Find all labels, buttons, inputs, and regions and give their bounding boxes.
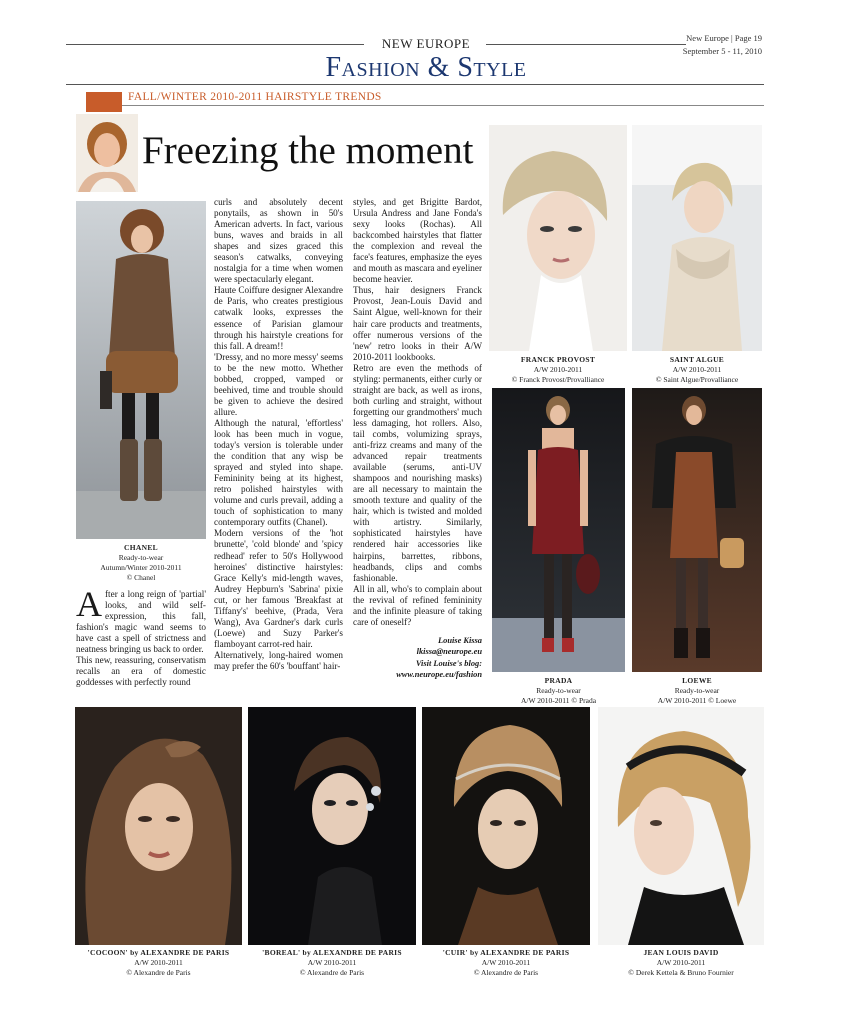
cocoon-photo xyxy=(75,707,242,945)
page-number: New Europe | Page 19 xyxy=(686,33,762,43)
caption-brand: PRADA xyxy=(544,676,573,685)
caption-line: Autumn/Winter 2010-2011 xyxy=(100,563,182,572)
author-email[interactable]: lkissa@neurope.eu xyxy=(416,647,482,657)
issue-date: September 5 - 11, 2010 xyxy=(682,46,762,56)
caption-line: A/W 2010-2011 xyxy=(481,958,531,967)
article-paragraph: Modern versions of the 'hot brunette', 'cold blonde' and 'spicy redhead' refer to 50's Hollywood heroines' distinctive hairstyles: Grace Kelly's mid-length waves, Audrey Hepburn's 'Sabrina' pixie cut, or her famous 'Breakfast at Tiffany's' beehive, (Prada, Vera Wang), Ava Gardner's dark curls (Loewe) and Suzy Parker's flamboyant carrot-red hair. xyxy=(214,528,343,649)
jean-louis-david-caption xyxy=(598,948,764,978)
caption-credit: © Saint Algue/Provalliance xyxy=(655,375,739,384)
caption-brand: LOEWE xyxy=(682,676,712,685)
cuir-caption xyxy=(422,948,590,978)
page-info xyxy=(683,32,762,58)
article-paragraph: Thus, hair designers Franck Provost, Jean-Louis David and Saint Algue, well-known for their hair care products and treatments, offer numerous versions of the 'new' retro looks in their A/W 2010-2011 lookbooks. xyxy=(353,285,482,362)
caption-line: A/W 2010-2011 xyxy=(656,958,706,967)
caption-brand: 'BOREAL' by ALEXANDRE DE PARIS xyxy=(262,948,402,957)
caption-brand: 'CUIR' by ALEXANDRE DE PARIS xyxy=(442,948,570,957)
caption-line: A/W 2010-2011 xyxy=(533,365,583,374)
caption-credit: © Chanel xyxy=(126,573,156,582)
cuir-photo xyxy=(422,707,590,945)
caption-credit: A/W 2010-2011 © Prada xyxy=(520,696,597,705)
chanel-photo xyxy=(76,201,206,539)
caption-credit: A/W 2010-2011 © Loewe xyxy=(657,696,737,705)
caption-line: Ready-to-wear xyxy=(674,686,720,695)
saint-algue-photo xyxy=(632,125,762,351)
drop-cap: A xyxy=(76,584,102,624)
article-column-3 xyxy=(353,197,482,681)
prada-photo xyxy=(492,388,625,672)
article-column-1 xyxy=(76,584,206,688)
jean-louis-david-photo xyxy=(598,707,764,945)
caption-credit: © Franck Provost/Provalliance xyxy=(511,375,605,384)
article-paragraph: styles, and get Brigitte Bardot, Ursula Andress and Jane Fonda's sexy looks (Rochas). All backcombed hairstyles that flatter the complexion and reveal the face's features, emphasize the eyes and mouth as mascara and eyeliner become heavier. xyxy=(353,197,482,285)
chanel-caption xyxy=(76,543,206,583)
article-paragraph: Although the natural, 'effortless' look has been much in vogue, today's version is tolerable under the condition that any wisp be sprayed and styled into shape. Femininity being at its highest, retro polished hairstyles with volume and curls prevail, adding a touch of sophistication to many contemporary outfits (Chanel). xyxy=(214,417,343,528)
boreal-caption xyxy=(248,948,416,978)
caption-line: Ready-to-wear xyxy=(536,686,581,695)
caption-line: A/W 2010-2011 xyxy=(307,958,357,967)
boreal-photo xyxy=(248,707,416,945)
article-paragraph: After a long reign of 'partial' looks, and wild self-expression, this fall, fashion's magic wand seems to have cast a spell of strictness and neatness bringing us back to order. xyxy=(76,584,206,655)
loewe-caption xyxy=(632,676,762,706)
loewe-photo xyxy=(632,388,762,672)
caption-line: A/W 2010-2011 xyxy=(672,365,722,374)
article-paragraph: This new, reassuring, conservatism recalls an era of domestic goddesses with perfectly round xyxy=(76,655,206,688)
article-paragraph: Alternatively, long-haired women may prefer the 60's 'bouffant' hair- xyxy=(214,649,343,671)
author-portrait xyxy=(76,114,138,192)
caption-brand: JEAN LOUIS DAVID xyxy=(643,948,719,957)
caption-credit: © Alexandre de Paris xyxy=(126,968,191,977)
article-paragraph: curls and absolutely decent ponytails, as shown in 50's American adverts. In fact, various buns, waves and braids in all shapes and sizes graced this season's catwalks, conveying nostalgia for a time when women were spectacularly elegant. xyxy=(214,197,343,285)
caption-brand: SAINT ALGUE xyxy=(669,355,725,364)
publication-brand: NEW EUROPE xyxy=(381,36,471,51)
blog-link[interactable]: www.neurope.eu/fashion xyxy=(396,670,482,680)
caption-brand: 'COCOON' by ALEXANDRE DE PARIS xyxy=(87,948,230,957)
caption-line: Ready-to-wear xyxy=(118,553,164,562)
franck-provost-photo xyxy=(489,125,627,351)
section-marker xyxy=(86,92,122,112)
prada-caption xyxy=(492,676,625,706)
article-paragraph: 'Dressy, and no more messy' seems to be the new motto. Whether bobbed, cropped, vamped or beehived, time and trouble should be given to achieve the desired allure. xyxy=(214,351,343,417)
article-paragraph: Haute Coiffure designer Alexandre de Paris, who creates prestigious catwalk looks, expresses the essence of Parisian glamour through his hairstyle creations for this fall. A dream!! xyxy=(214,285,343,351)
caption-credit: © Derek Kettela & Bruno Fournier xyxy=(628,968,734,977)
caption-line: A/W 2010-2011 xyxy=(134,958,183,967)
article-paragraph: Retro are even the methods of styling: permanents, either curly or straight are back, as well as irons, both curling and straight, without forgetting our grandmothers' much less damaging, hot rollers. Also, tail combs, volumizing sprays, anti-frizz creams and many of the advanced repair treatments available (serums, anti-UV shampoos and nourishing masks) are all necessary to maintain the smooth texture and quality of the hair, which is twisted and molded with artistry. Similarly, sophisticated hairstyles have rendered hair accessories like hairpins, barrettes, ribbons, headbands, clips and combs fashionable. xyxy=(353,362,482,583)
caption-brand: FRANCK PROVOST xyxy=(520,355,596,364)
caption-brand: CHANEL xyxy=(124,543,158,552)
saint-algue-caption xyxy=(632,355,762,385)
masthead-bottom-rule xyxy=(66,84,764,85)
section-rule xyxy=(122,105,764,106)
author-name: Louise Kissa xyxy=(438,635,482,645)
cocoon-caption xyxy=(75,948,242,978)
page-title: Fashion & Style xyxy=(325,52,527,83)
caption-credit: © Alexandre de Paris xyxy=(299,968,365,977)
blog-label: Visit Louise's blog: xyxy=(415,658,482,668)
article-headline: Freezing the moment xyxy=(142,129,474,172)
author-signature xyxy=(353,635,482,681)
section-label: FALL/WINTER 2010-2011 HAIRSTYLE TRENDS xyxy=(128,91,382,103)
franck-provost-caption xyxy=(489,355,627,385)
caption-credit: © Alexandre de Paris xyxy=(473,968,539,977)
article-paragraph: All in all, who's to complain about the revival of refined femininity and the infinite pleasure of taking care of oneself? xyxy=(353,583,482,627)
article-column-2 xyxy=(214,197,343,672)
